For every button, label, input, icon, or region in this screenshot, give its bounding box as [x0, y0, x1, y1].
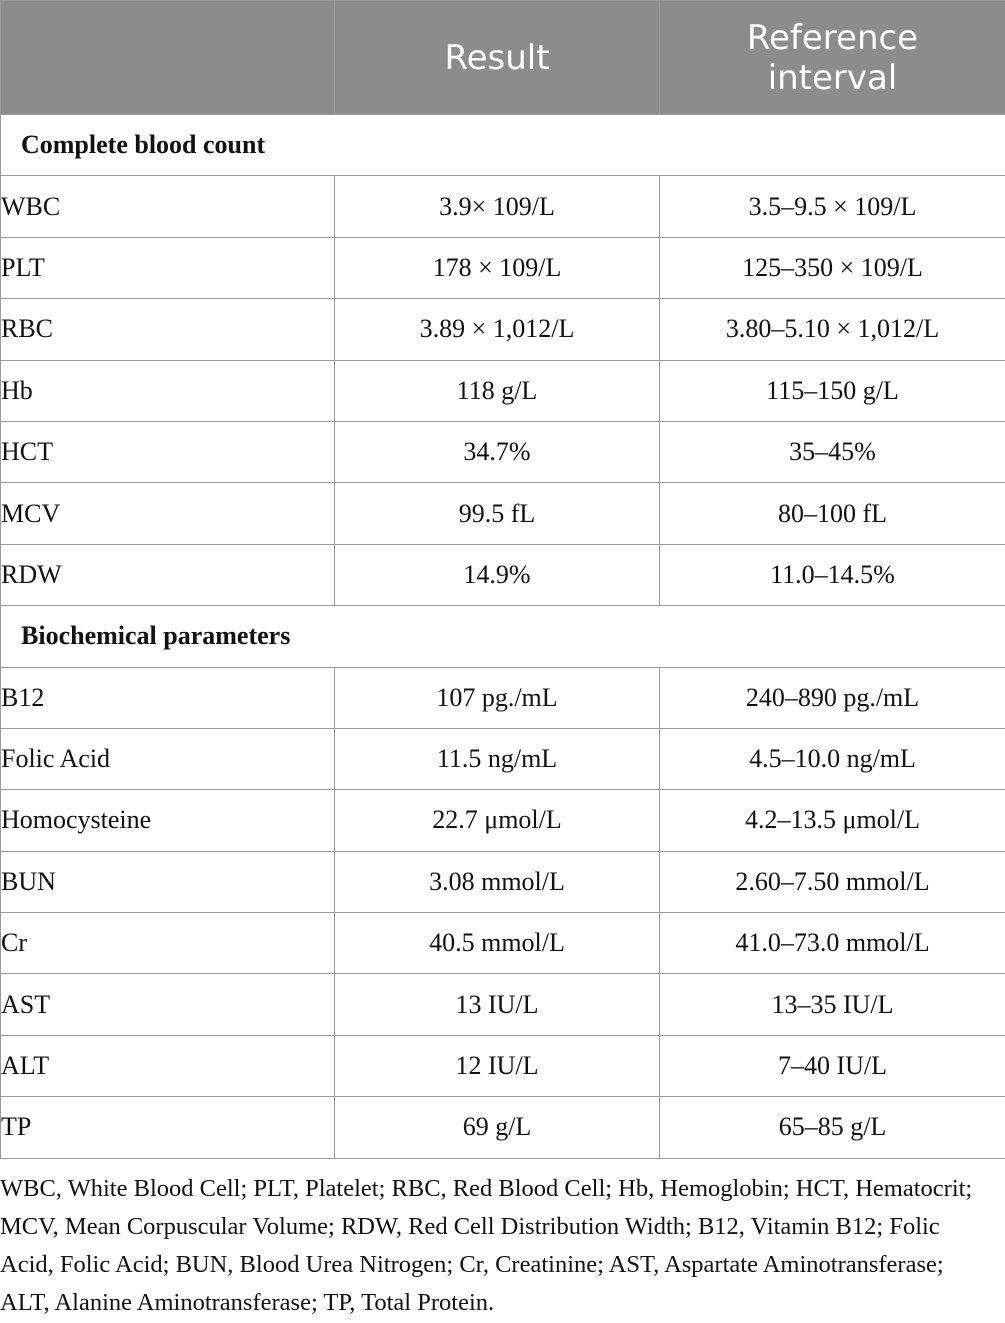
row-reference: 11.0–14.5% [660, 544, 1005, 605]
table-row-ast [1, 974, 1005, 1035]
row-reference: 3.80–5.10 × 1,012/L [660, 299, 1005, 360]
row-name: RDW [1, 544, 335, 605]
row-reference: 41.0–73.0 mmol/L [660, 913, 1005, 974]
row-name: HCT [1, 421, 335, 482]
row-reference: 7–40 IU/L [660, 1035, 1005, 1096]
row-result: 178 × 109/L [335, 237, 660, 298]
row-name: WBC [1, 176, 335, 237]
row-name: TP [1, 1097, 335, 1158]
row-reference: 115–150 g/L [660, 360, 1005, 421]
row-reference: 80–100 fL [660, 483, 1005, 544]
row-name: Homocysteine [1, 790, 335, 851]
row-reference: 35–45% [660, 421, 1005, 482]
row-name: Cr [1, 913, 335, 974]
row-result: 3.89 × 1,012/L [335, 299, 660, 360]
row-name: BUN [1, 851, 335, 912]
table-row-cr [1, 913, 1005, 974]
row-name: RBC [1, 299, 335, 360]
table-row-mcv [1, 483, 1005, 544]
table-body [1, 115, 1005, 1159]
row-reference: 3.5–9.5 × 109/L [660, 176, 1005, 237]
row-result: 13 IU/L [335, 974, 660, 1035]
row-result: 34.7% [335, 421, 660, 482]
row-result: 40.5 mmol/L [335, 913, 660, 974]
row-name: MCV [1, 483, 335, 544]
table-row-wbc [1, 176, 1005, 237]
table-row-alt [1, 1035, 1005, 1096]
table-header [1, 1, 1005, 115]
row-result: 3.9× 109/L [335, 176, 660, 237]
row-name: PLT [1, 237, 335, 298]
table-footnote: WBC, White Blood Cell; PLT, Platelet; RBC, Red Blood Cell; Hb, Hemoglobin; HCT, Hematocrit; MCV, Mean Corpuscular Volume; RDW, Red Cell Distribution Width; B12, Vitamin B12; Folic Acid, Folic Acid; BUN, Blood Urea Nitrogen; Cr, Creatinine; AST, Aspartate Aminotransferase; ALT, Alanine Aminotransferase; TP, Total Protein. [0, 1175, 973, 1316]
table-row-bun [1, 851, 1005, 912]
header-result: Result [335, 1, 660, 115]
row-reference: 2.60–7.50 mmol/L [660, 851, 1005, 912]
table-row-hct [1, 421, 1005, 482]
row-result: 3.08 mmol/L [335, 851, 660, 912]
row-name: B12 [1, 667, 335, 728]
row-reference: 240–890 pg./mL [660, 667, 1005, 728]
table-row-tp [1, 1097, 1005, 1158]
table-row-b12 [1, 667, 1005, 728]
row-result: 99.5 fL [335, 483, 660, 544]
row-result: 12 IU/L [335, 1035, 660, 1096]
row-reference: 13–35 IU/L [660, 974, 1005, 1035]
row-result: 107 pg./mL [335, 667, 660, 728]
table-row-plt [1, 237, 1005, 298]
table-row-rdw [1, 544, 1005, 605]
row-result: 69 g/L [335, 1097, 660, 1158]
table-row-homocysteine [1, 790, 1005, 851]
section-title: Biochemical parameters [1, 606, 1005, 667]
row-reference: 4.5–10.0 ng/mL [660, 728, 1005, 789]
section-row-complete-blood-count [1, 115, 1005, 176]
section-row-biochemical-parameters [1, 606, 1005, 667]
header-reference-interval: Reference interval [660, 1, 1005, 115]
row-name: Folic Acid [1, 728, 335, 789]
table-row-rbc [1, 299, 1005, 360]
row-result: 118 g/L [335, 360, 660, 421]
table-row-folic-acid [1, 728, 1005, 789]
row-reference: 65–85 g/L [660, 1097, 1005, 1158]
header-blank-cell [1, 1, 335, 115]
row-name: AST [1, 974, 335, 1035]
header-row [1, 1, 1005, 115]
row-result: 14.9% [335, 544, 660, 605]
table-row-hb [1, 360, 1005, 421]
row-reference: 125–350 × 109/L [660, 237, 1005, 298]
row-result: 11.5 ng/mL [335, 728, 660, 789]
row-reference: 4.2–13.5 μmol/L [660, 790, 1005, 851]
row-name: Hb [1, 360, 335, 421]
row-result: 22.7 μmol/L [335, 790, 660, 851]
section-title: Complete blood count [1, 115, 1005, 176]
row-name: ALT [1, 1035, 335, 1096]
